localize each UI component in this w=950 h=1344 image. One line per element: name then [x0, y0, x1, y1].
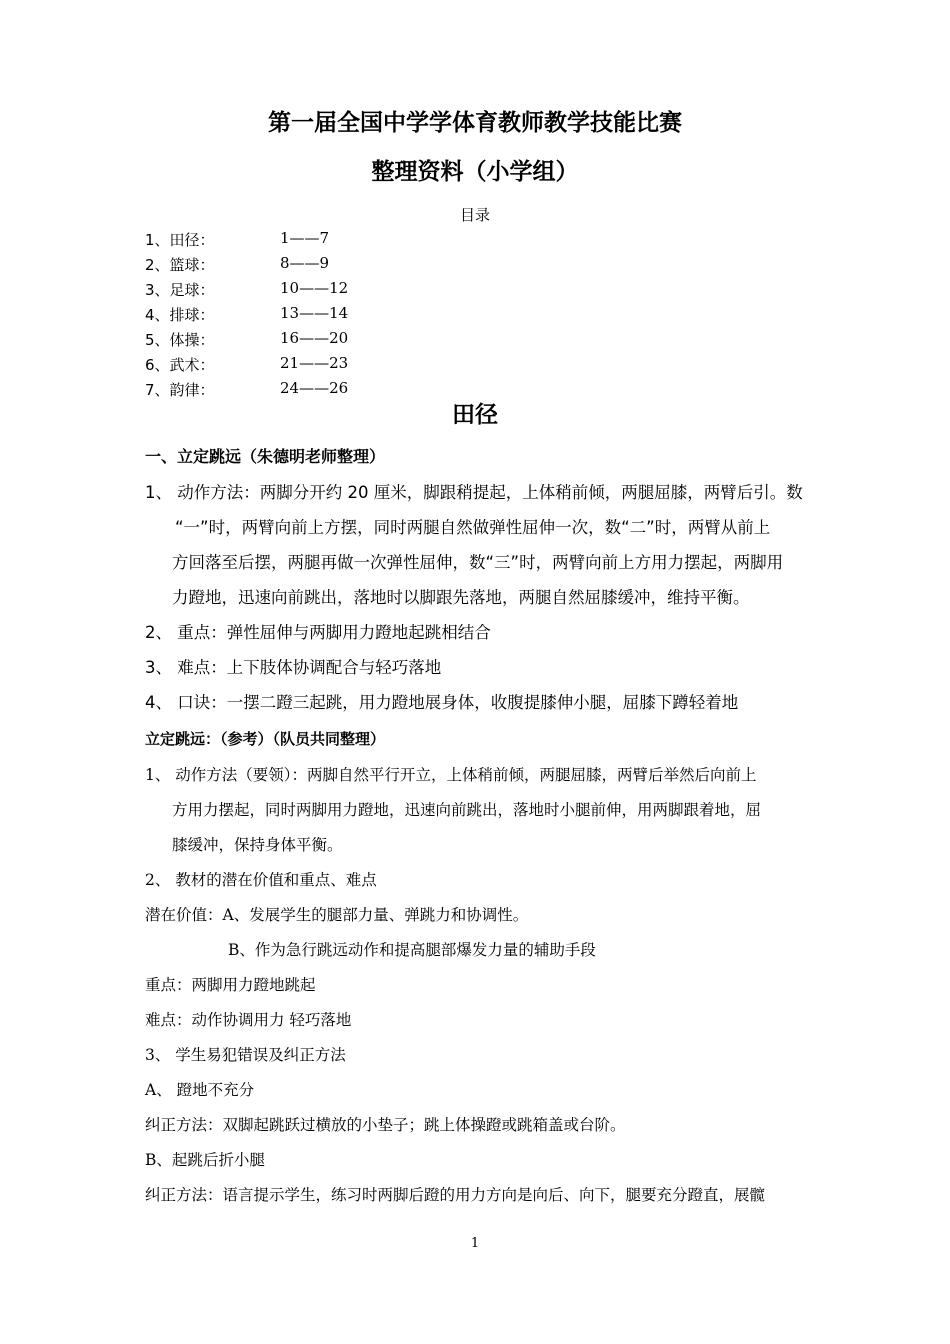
paragraph-line: 2、 重点：弹性屈伸与两脚用力蹬地起跳相结合 [145, 623, 491, 642]
paragraph-line: 膝缓冲，保持身体平衡。 [172, 836, 343, 854]
paragraph-line: “一”时，两臂向前上方摆，同时两腿自然做弹性屈伸一次，数“二”时，两臂从前上 [175, 518, 771, 537]
part1-heading: 一、立定跳远（朱德明老师整理） [145, 447, 386, 466]
section-title: 田径 [452, 402, 498, 428]
paragraph-line: 纠正方法：双脚起跳跃过横放的小垫子；跳上体操蹬或跳箱盖或台阶。 [145, 1116, 626, 1134]
toc-item-range: 16——20 [280, 329, 349, 347]
toc-item-label: 7、韵律： [145, 381, 215, 399]
toc-item-range: 13——14 [280, 304, 349, 322]
paragraph-line: B、起跳后折小腿 [145, 1151, 265, 1169]
paragraph-line: 2、 教材的潜在价值和重点、难点 [145, 871, 377, 889]
paragraph-line: B、作为急行跳远动作和提高腿部爆发力量的辅助手段 [228, 941, 596, 959]
document-title: 第一届全国中学学体育教师教学技能比赛 [268, 110, 682, 136]
toc-item-label: 4、排球： [145, 306, 215, 324]
toc-item-range: 1——7 [280, 229, 330, 247]
toc-item-label: 1、田径： [145, 231, 215, 249]
paragraph-line: 3、 学生易犯错误及纠正方法 [145, 1046, 346, 1064]
toc-item-range: 8——9 [280, 254, 330, 272]
toc-item-range: 21——23 [280, 354, 349, 372]
paragraph-line: 4、 口诀：一摆二蹬三起跳，用力蹬地展身体，收腹提膝伸小腿，屈膝下蹲轻着地 [145, 693, 739, 712]
paragraph-line: 方回落至后摆，两腿再做一次弹性屈伸，数“三”时，两臂向前上方用力摆起，两脚用 [172, 553, 784, 572]
toc-item-range: 10——12 [280, 279, 349, 297]
toc-item-label: 6、武术： [145, 356, 215, 374]
toc-item-label: 3、足球： [145, 281, 215, 299]
toc-item-range: 24——26 [280, 379, 349, 397]
paragraph-line: 难点：动作协调用力 轻巧落地 [145, 1011, 352, 1029]
toc-heading: 目录 [459, 206, 490, 224]
paragraph-line: 3、 难点：上下肢体协调配合与轻巧落地 [145, 658, 442, 677]
paragraph-line: 潜在价值：A、发展学生的腿部力量、弹跳力和协调性。 [145, 906, 529, 924]
paragraph-line: A、 蹬地不充分 [145, 1081, 255, 1099]
toc-item-label: 5、体操： [145, 331, 215, 349]
toc-item-label: 2、篮球： [145, 256, 215, 274]
paragraph-line: 重点：两脚用力蹬地跳起 [145, 976, 316, 994]
paragraph-line: 力蹬地，迅速向前跳出，落地时以脚跟先落地，两腿自然屈膝缓冲，维持平衡。 [172, 588, 750, 607]
page-number: 1 [470, 1236, 480, 1251]
paragraph-line: 方用力摆起，同时两脚用力蹬地，迅速向前跳出，落地时小腿前伸，用两脚跟着地，屈 [172, 801, 762, 819]
paragraph-line: 1、 动作方法（要领）：两脚自然平行开立，上体稍前倾，两腿屈膝，两臂后举然后向前上 [145, 766, 757, 784]
document-subtitle: 整理资料（小学组） [371, 159, 579, 185]
part2-heading: 立定跳远：（参考）（队员共同整理） [145, 730, 386, 748]
paragraph-line: 1、 动作方法：两脚分开约 20 厘米，脚跟稍提起，上体稍前倾，两腿屈膝，两臂后引。数 [145, 483, 803, 502]
paragraph-line: 纠正方法：语言提示学生，练习时两脚后蹬的用力方向是向后、向下，腿要充分蹬直，展髋 [145, 1186, 766, 1204]
